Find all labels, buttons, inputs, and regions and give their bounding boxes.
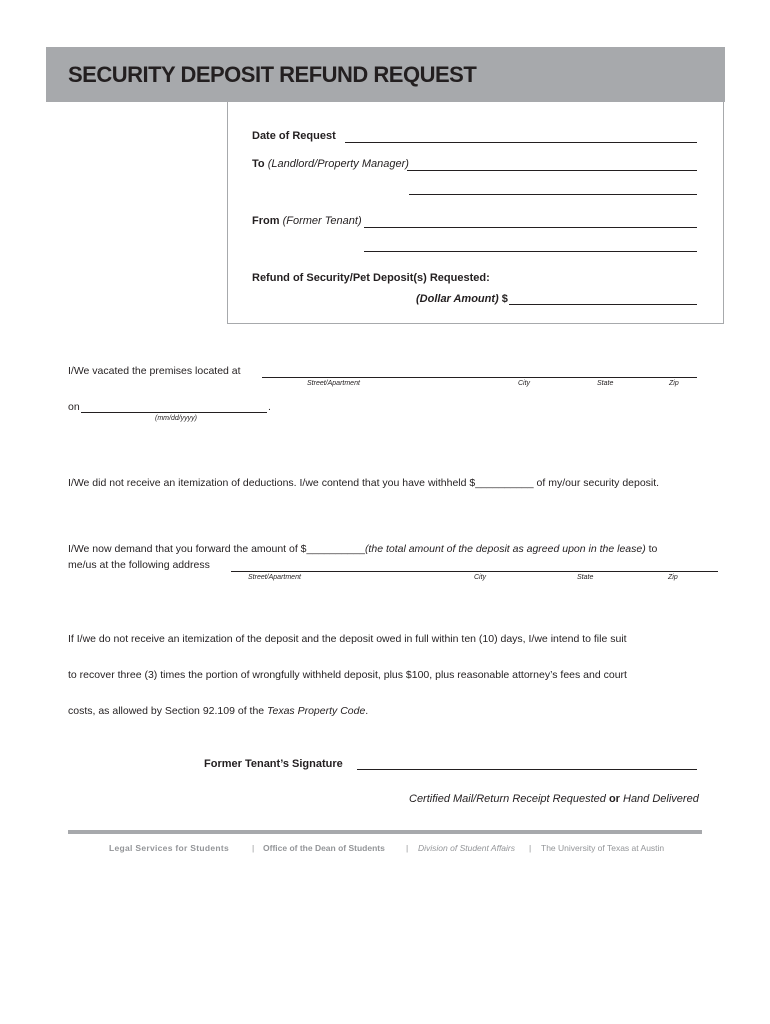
vacate-date-caption: (mm/dd/yyyy) xyxy=(155,415,197,422)
from-hint: (Former Tenant) xyxy=(282,215,362,227)
demand-amount-blank[interactable]: __________ xyxy=(306,543,365,555)
delivery-option-hand: Hand Delivered xyxy=(623,793,699,805)
refund-label: Refund of Security/Pet Deposit(s) Requested: xyxy=(252,272,490,284)
dollar-amount-field[interactable] xyxy=(509,304,697,305)
legal-line-1: If I/we do not receive an itemization of the deposit and the deposit owed in full within ten (10) days, I/we intend to file suit xyxy=(68,633,627,645)
date-of-request-field[interactable] xyxy=(345,142,697,143)
delivery-or: or xyxy=(608,793,620,805)
footer-separator-2: | xyxy=(406,843,409,853)
itemization-paragraph xyxy=(68,477,659,489)
premises-address-field[interactable] xyxy=(262,377,697,378)
dollar-label-group xyxy=(416,293,508,305)
footer-rule xyxy=(68,830,702,834)
dollar-hint: (Dollar Amount) xyxy=(416,293,499,305)
demand-caption-street: Street/Apartment xyxy=(248,574,301,581)
vacated-caption-zip: Zip xyxy=(669,380,679,387)
itemization-text-before: I/We did not receive an itemization of deductions. I/we contend that you have withheld $ xyxy=(68,477,476,489)
vacated-caption-street: Street/Apartment xyxy=(307,380,360,387)
demand-paragraph xyxy=(68,543,657,555)
date-of-request-label: Date of Request xyxy=(252,130,336,142)
demand-caption-state: State xyxy=(577,574,594,581)
itemization-text-after: of my/our security deposit. xyxy=(536,477,660,489)
legal-line-3-before: costs, as allowed by Section 92.109 of the xyxy=(68,705,265,717)
from-field-line2[interactable] xyxy=(364,251,697,252)
dollar-sign: $ xyxy=(501,293,508,305)
on-label: on xyxy=(68,401,80,413)
demand-line2: me/us at the following address xyxy=(68,559,210,571)
vacated-caption-state: State xyxy=(597,380,614,387)
from-label: From xyxy=(252,215,280,227)
to-label-group xyxy=(252,158,409,170)
to-field[interactable] xyxy=(407,170,697,171)
vacate-date-period: . xyxy=(268,401,271,413)
legal-line-3-after: . xyxy=(365,705,369,717)
footer-separator-1: | xyxy=(252,843,255,853)
legal-line-3 xyxy=(68,705,368,717)
signature-label: Former Tenant’s Signature xyxy=(204,758,343,770)
from-field[interactable] xyxy=(364,227,697,228)
delivery-method xyxy=(409,793,699,805)
footer-student-affairs: Division of Student Affairs xyxy=(418,843,516,853)
vacated-caption-city: City xyxy=(518,380,531,387)
footer-legal-services: Legal Services for Students xyxy=(109,843,230,853)
withheld-amount-blank[interactable]: __________ xyxy=(475,477,534,489)
page-title: SECURITY DEPOSIT REFUND REQUEST xyxy=(68,62,477,87)
to-field-line2[interactable] xyxy=(409,194,697,195)
title-band xyxy=(46,47,725,102)
from-label-group xyxy=(252,215,362,227)
legal-line-2: to recover three (3) times the portion of wrongfully withheld deposit, plus $100, plus reasonable attorney’s fees and court xyxy=(68,669,627,681)
to-label: To xyxy=(252,158,265,170)
footer-dean-office: Office of the Dean of Students xyxy=(263,843,385,853)
to-hint: (Landlord/Property Manager) xyxy=(267,158,409,170)
delivery-option-certified: Certified Mail/Return Receipt Requested xyxy=(409,793,606,805)
forwarding-address-field[interactable] xyxy=(231,571,718,572)
demand-caption-zip: Zip xyxy=(668,574,678,581)
vacated-text: I/We vacated the premises located at xyxy=(68,365,241,377)
footer-university: The University of Texas at Austin xyxy=(541,843,665,853)
legal-code-name: Texas Property Code xyxy=(267,705,366,717)
demand-italic-text: (the total amount of the deposit as agreed upon in the lease) xyxy=(364,543,646,555)
demand-text-before: I/We now demand that you forward the amount of $ xyxy=(68,543,307,555)
signature-field[interactable] xyxy=(357,769,697,770)
footer-separator-3: | xyxy=(529,843,532,853)
vacate-date-field[interactable] xyxy=(81,412,267,413)
demand-caption-city: City xyxy=(474,574,487,581)
demand-text-after: to xyxy=(648,543,658,555)
